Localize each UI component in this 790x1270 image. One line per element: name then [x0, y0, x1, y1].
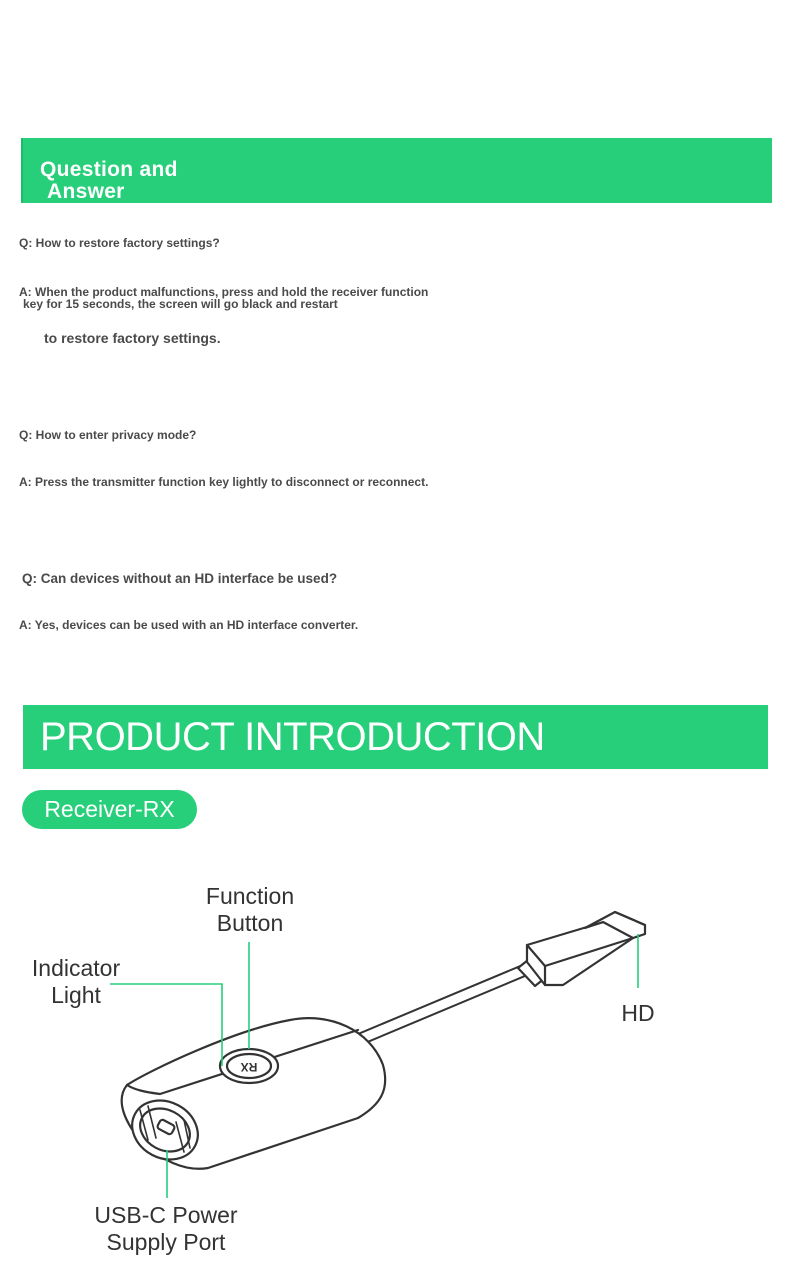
function-button-label	[190, 883, 310, 937]
answer-1-line1: A: When the product malfunctions, press and hold the receiver function	[19, 285, 429, 299]
answer-1-line2: key for 15 seconds, the screen will go black and restart	[23, 297, 338, 311]
indicator-light-label-line1: Indicator	[31, 955, 121, 981]
function-button-label-line1: Function	[205, 883, 295, 909]
usbc-label-line1: USB-C Power	[94, 1202, 238, 1228]
question-2: Q: How to enter privacy mode?	[19, 428, 197, 442]
usbc-label-line2: Supply Port	[106, 1229, 226, 1255]
indicator-light-label-line2: Light	[51, 982, 101, 1008]
question-1: Q: How to restore factory settings?	[19, 236, 220, 250]
answer-1-line3: to restore factory settings.	[44, 330, 221, 346]
function-button-label-line2: Button	[216, 910, 284, 936]
usbc-label	[86, 1202, 246, 1256]
answer-3: A: Yes, devices can be used with an HD interface converter.	[19, 618, 359, 632]
hd-label: HD	[621, 1000, 655, 1026]
button-mark: RX	[240, 1060, 258, 1074]
receiver-label: Receiver-RX	[44, 796, 175, 822]
qa-title-line1: Question and	[40, 158, 178, 181]
indicator-light-label	[20, 955, 132, 1009]
product-intro-title: PRODUCT INTRODUCTION	[40, 715, 545, 759]
question-3: Q: Can devices without an HD interface be used?	[22, 571, 338, 586]
answer-2: A: Press the transmitter function key lightly to disconnect or reconnect.	[19, 475, 429, 489]
qa-title-line2: Answer	[47, 180, 125, 203]
